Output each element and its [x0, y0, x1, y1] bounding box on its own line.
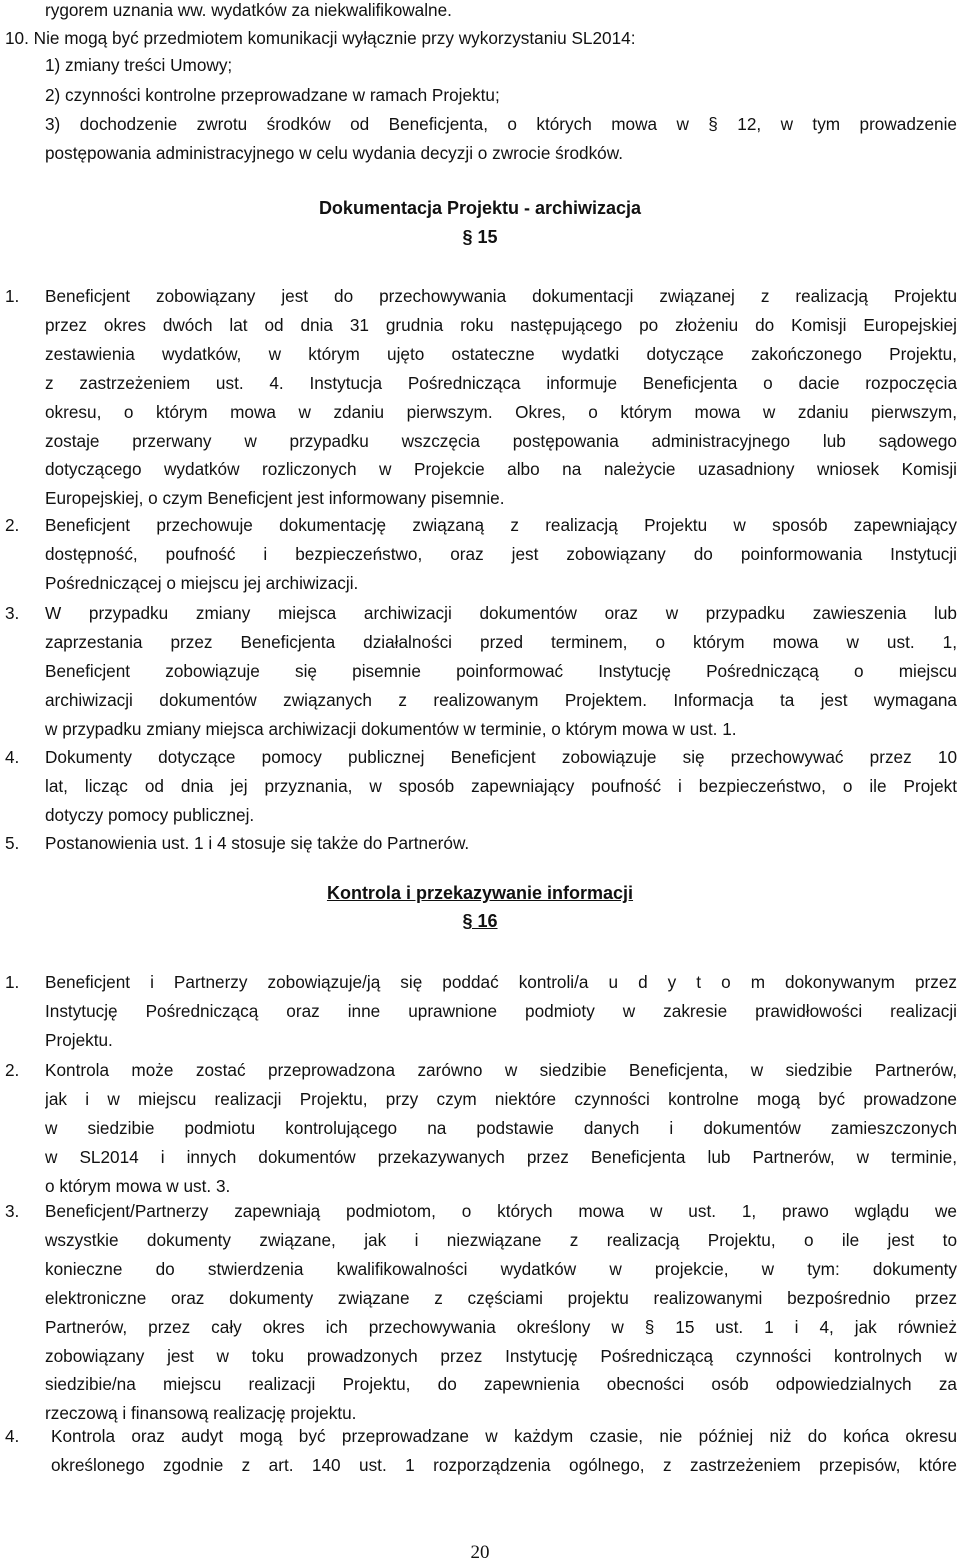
text-line: Pośredniczącej o miejscu jej archiwizacji. — [45, 572, 359, 593]
text-line: Beneficjent i Partnerzy zobowiązuje/ją się poddać kontroli/a u d y t o m dokonywanym przez — [45, 972, 957, 992]
list-number: 3. — [5, 1201, 20, 1221]
text-line: okresu, o którym mowa w zdaniu pierwszym. Okres, o którym mowa w zdaniu pierwszym, — [45, 401, 957, 422]
text-line: elektroniczne oraz dokumenty związane z częściami projektu realizowanymi bezpośrednio przez — [45, 1287, 957, 1308]
list-number: 1. — [5, 286, 20, 306]
list-number: 4. — [5, 1426, 20, 1446]
text-line: dotyczy pomocy publicznej. — [45, 804, 255, 825]
page-number: 20 — [470, 1542, 490, 1563]
list-number: 4. — [5, 747, 20, 767]
text-line: wszystkie dokumenty związane, jak i niezwiązane z realizacją Projektu, o ile jest to — [45, 1229, 957, 1250]
text-line: Beneficjent przechowuje dokumentację związaną z realizacją Projektu w sposób zapewniający — [45, 515, 957, 535]
text-line: Instytucję Pośredniczącą oraz inne uprawnione podmioty w zakresie prawidłowości realizacji — [45, 1000, 957, 1021]
text-line: lat, licząc od dnia jej przyznania, w sposób zapewniający poufność i bezpieczeństwo, o ile Projekt — [45, 775, 957, 796]
text-line: Beneficjent zobowiązuje się pisemnie poinformować Instytucję Pośredniczącą o miejscu — [45, 660, 957, 681]
text-line: Partnerów, przez cały okres ich przechowywania określony w § 15 ust. 1 i 4, jak również — [45, 1316, 957, 1337]
text-line: zobowiązany jest w toku prowadzonych przez Instytucję Pośredniczącą czynności kontrolnych w — [45, 1345, 957, 1366]
list-number: 1. — [5, 972, 20, 992]
text-line: Postanowienia ust. 1 i 4 stosuje się także do Partnerów. — [45, 833, 470, 853]
text-line: Europejskiej, o czym Beneficjent jest informowany pisemnie. — [45, 488, 505, 509]
text-line: Beneficjent/Partnerzy zapewniają podmiotom, o których mowa w ust. 1, prawo wglądu we — [45, 1201, 957, 1221]
text-line: konieczne do stwierdzenia kwalifikowalności wydatków w projekcie, w tym: dokumenty — [45, 1258, 957, 1279]
text-line: W przypadku zmiany miejsca archiwizacji dokumentów oraz w przypadku zawieszenia lub — [45, 603, 957, 623]
text-line: archiwizacji dokumentów związanych z realizowanym Projektem. Informacja ta jest wymagana — [45, 689, 957, 710]
text-line: siedzibie/na miejscu realizacji Projektu, do zapewnienia obecności osób odpowiedzialnych za — [45, 1374, 957, 1395]
list-number: 2. — [5, 1060, 20, 1080]
text-line: w SL2014 i innych dokumentów przekazywanych przez Beneficjenta lub Partnerów, w terminie, — [45, 1146, 957, 1167]
text-line: określonego zgodnie z art. 140 ust. 1 rozporządzenia ogólnego, z zastrzeżeniem przepisów, które — [51, 1454, 957, 1475]
text-line: w siedzibie podmiotu kontrolującego na podstawie danych i dokumentów zamieszczonych — [45, 1117, 957, 1138]
text-line: rzeczową i finansową realizację projektu. — [45, 1403, 357, 1424]
paragraph-sign: § 16 — [462, 911, 498, 931]
text-line: 2) czynności kontrolne przeprowadzane w ramach Projektu; — [45, 85, 500, 105]
text-line: dostępność, poufność i bezpieczeństwo, oraz jest zobowiązany do poinformowania Instytucji — [45, 543, 957, 564]
text-line: przez okres dwóch lat od dnia 31 grudnia roku następującego po złożeniu do Komisji Europejskiej — [45, 314, 957, 335]
text-line: Dokumenty dotyczące pomocy publicznej Beneficjent zobowiązuje się przechowywać przez 10 — [45, 747, 957, 767]
paragraph-sign: § 15 — [462, 227, 498, 247]
text-line: Kontrola oraz audyt mogą być przeprowadzane w każdym czasie, nie później niż do końca okresu — [51, 1426, 957, 1446]
text-line: postępowania administracyjnego w celu wydania decyzji o zwrocie środków. — [45, 143, 623, 163]
text-line: Projektu. — [45, 1029, 113, 1050]
section-heading: Dokumentacja Projektu - archiwizacja — [318, 198, 642, 218]
text-line: 1) zmiany treści Umowy; — [45, 55, 233, 75]
text-line: 3) dochodzenie zwrotu środków od Beneficjenta, o których mowa w § 12, w tym prowadzenie — [45, 114, 957, 134]
section-heading: Kontrola i przekazywanie informacji — [326, 883, 634, 903]
list-number: 2. — [5, 515, 20, 535]
text-line: zestawienia wydatków, w którym ujęto ostateczne wydatki dotyczące zakończonego Projektu, — [45, 343, 957, 364]
text-line: Beneficjent zobowiązany jest do przechowywania dokumentacji związanej z realizacją Projektu — [45, 286, 957, 306]
text-line: z zastrzeżeniem ust. 4. Instytucja Pośrednicząca informuje Beneficjenta o dacie rozpoczęcia — [45, 372, 957, 393]
text-line: 10. Nie mogą być przedmiotem komunikacji wyłącznie przy wykorzystaniu SL2014: — [5, 28, 636, 48]
text-line: jak i w miejscu realizacji Projektu, przy czym niektóre czynności kontrolne mogą być prowadzone — [45, 1088, 957, 1109]
text-line: zostaje przerwany w przypadku wszczęcia postępowania administracyjnego lub sądowego — [45, 430, 957, 451]
text-line: zaprzestania przez Beneficjenta działalności przed terminem, o którym mowa w ust. 1, — [45, 631, 957, 652]
text-line: o którym mowa w ust. 3. — [45, 1175, 231, 1196]
list-number: 3. — [5, 603, 20, 623]
text-line: rygorem uznania ww. wydatków za niekwalifikowalne. — [45, 0, 452, 20]
list-number: 5. — [5, 833, 20, 853]
text-line: w przypadku zmiany miejsca archiwizacji dokumentów w terminie, o którym mowa w ust. 1. — [45, 718, 737, 739]
text-line: Kontrola może zostać przeprowadzona zarówno w siedzibie Beneficjenta, w siedzibie Partnerów, — [45, 1060, 957, 1080]
text-line: dotyczącego wydatków rozliczonych w Projekcie albo na należycie uzasadniony wniosek Komisji — [45, 459, 957, 480]
